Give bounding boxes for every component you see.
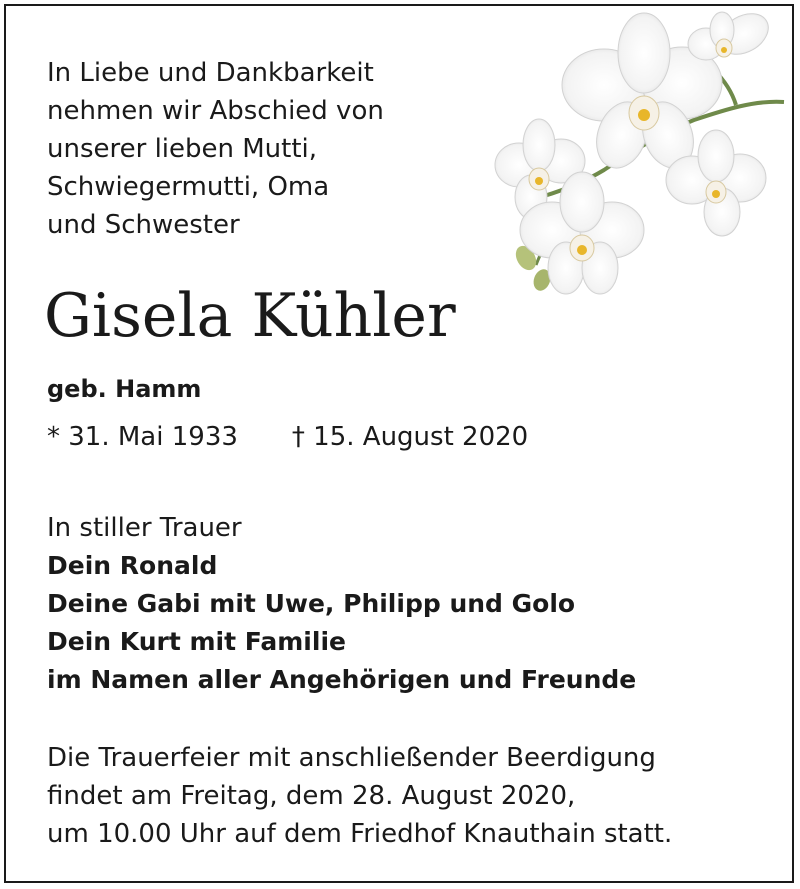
funeral-service-info: [47, 739, 672, 853]
intro-line: nehmen wir Abschied von: [47, 96, 384, 126]
mourner-line: Dein Kurt mit Familie: [47, 627, 346, 656]
birth-date: * 31. Mai 1933: [47, 422, 238, 452]
mourning-intro: In stiller Trauer: [47, 513, 242, 543]
intro-text: [47, 54, 384, 244]
white-orchid-image: [484, 10, 794, 300]
mourners-section: [47, 509, 636, 699]
mourner-line: im Namen aller Angehörigen und Freunde: [47, 665, 637, 694]
service-line: um 10.00 Uhr auf dem Friedhof Knauthain statt.: [47, 819, 673, 849]
obituary-notice: [4, 4, 794, 883]
maiden-name: geb. Hamm: [47, 375, 202, 403]
intro-line: unserer lieben Mutti,: [47, 134, 318, 164]
mourner-line: Dein Ronald: [47, 551, 218, 580]
service-line: findet am Freitag, dem 28. August 2020,: [47, 781, 576, 811]
intro-line: Schwiegermutti, Oma: [47, 172, 330, 202]
mourner-line: Deine Gabi mit Uwe, Philipp und Golo: [47, 589, 576, 618]
intro-line: und Schwester: [47, 210, 240, 240]
deceased-name: Gisela Kühler: [44, 281, 456, 351]
service-line: Die Trauerfeier mit anschließender Beerdigung: [47, 743, 656, 773]
life-dates: [47, 419, 528, 455]
death-date: † 15. August 2020: [291, 422, 529, 452]
intro-line: In Liebe und Dankbarkeit: [47, 58, 374, 88]
